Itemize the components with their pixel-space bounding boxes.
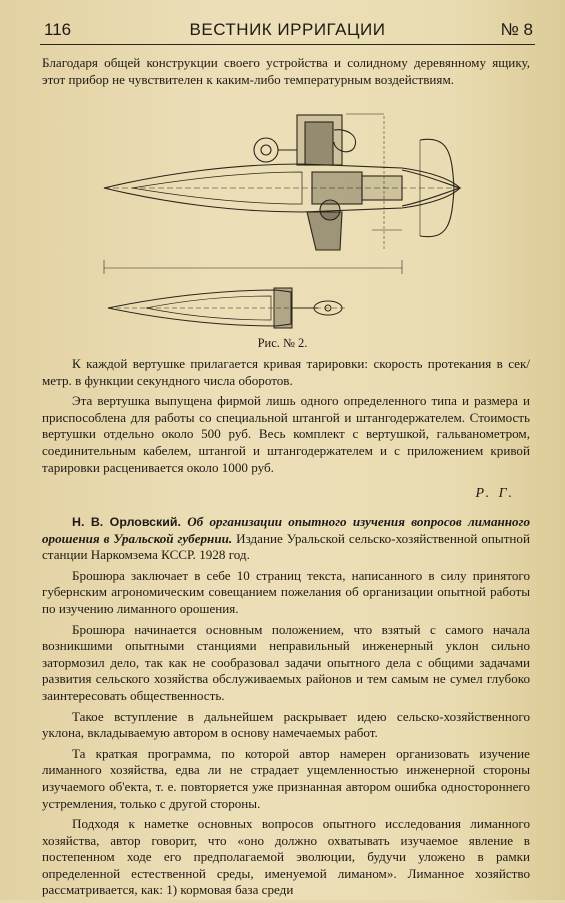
- paragraph: Эта вертушка выпущена фирмой лишь одного определенного типа и размера и приспособлена для работы со специальной штангой и штангодержателем. Стоимость вертушки отдельно около 500 руб. Весь комплект с вертушкой, гальванометром, соединительным кабелем, штангой и штангодержателем и с приложением кривой тарировки расценивается около 1000 руб.: [42, 393, 530, 475]
- paragraph: Брошюра заключает в себе 10 страниц текста, написанного в силу принятого губернским агрономическим совещанием пожелания об организации опытной работы по изучению лиманного орошения.: [42, 567, 530, 616]
- description-block: [42, 356, 530, 480]
- signature: Р. Г.: [475, 486, 515, 501]
- intro-paragraph: Благодаря общей конструкции своего устройства и солидному деревянному ящику, этот прибор не чувствителен к каким-либо температурным воздействиям.: [42, 55, 530, 87]
- review-heading: [42, 514, 530, 564]
- review-author: Н. В. Орловский.: [72, 515, 181, 529]
- current-meter-drawing-plan: [106, 284, 352, 332]
- paragraph: Подходя к наметке основных вопросов опытного исследования лиманного хозяйства, автор говорит, что «оно должно охватывать изучаемое явление в постепенном ходе его предполагаемой эволюции, будучи уложено в рамки определенной естественной среды, именуемой лиманом». Лиманное хозяйство рассматривается, как: 1) кормовая база среди: [42, 816, 530, 898]
- paragraph: К каждой вертушке прилагается кривая тарировки: скорость протекания в сек/метр. в функции секундного числа оборотов.: [42, 356, 530, 388]
- paragraph: Такое вступление в дальнейшем раскрывает идею сельско-хозяйственного уклона, вкладываемую автором в основу намечаемых работ.: [42, 708, 530, 741]
- page-number: 116: [44, 20, 72, 39]
- review-title: Об организации опытного изучения вопросов лиманного орошения в Уральской губернии.: [42, 514, 530, 546]
- running-header: [40, 18, 535, 45]
- figure-caption: Рис. № 2.: [257, 336, 308, 350]
- book-review: [42, 514, 530, 903]
- current-meter-drawing-main: [102, 110, 464, 280]
- issue-number: № 8: [500, 20, 533, 39]
- review-publisher: Издание Уральской сельско-хозяйственной опытной станции Наркомзема КССР. 1928 год.: [42, 530, 530, 563]
- paragraph: Брошюра начинается основным положением, что взятый с самого начала возникшими опытными станциями неправильный инженерный уклон сильно затормозил дело, так как не сообразовал задачи опытного дела с общими задачами развития сельского хозяйства обслуживаемых районов и тем самым не сумел глубоко заинтересовать общественность.: [42, 621, 530, 703]
- journal-title: ВЕСТНИК ИРРИГАЦИИ: [189, 20, 386, 39]
- paragraph: Та краткая программа, по которой автор намерен организовать изучение лиманного хозяйства, едва ли не страдает ущемленностью инженерной стороны изучаемого об'екта, т. е. повторяется уже признанная автором ошибка одностороннего устремления, только с другой стороны.: [42, 745, 530, 811]
